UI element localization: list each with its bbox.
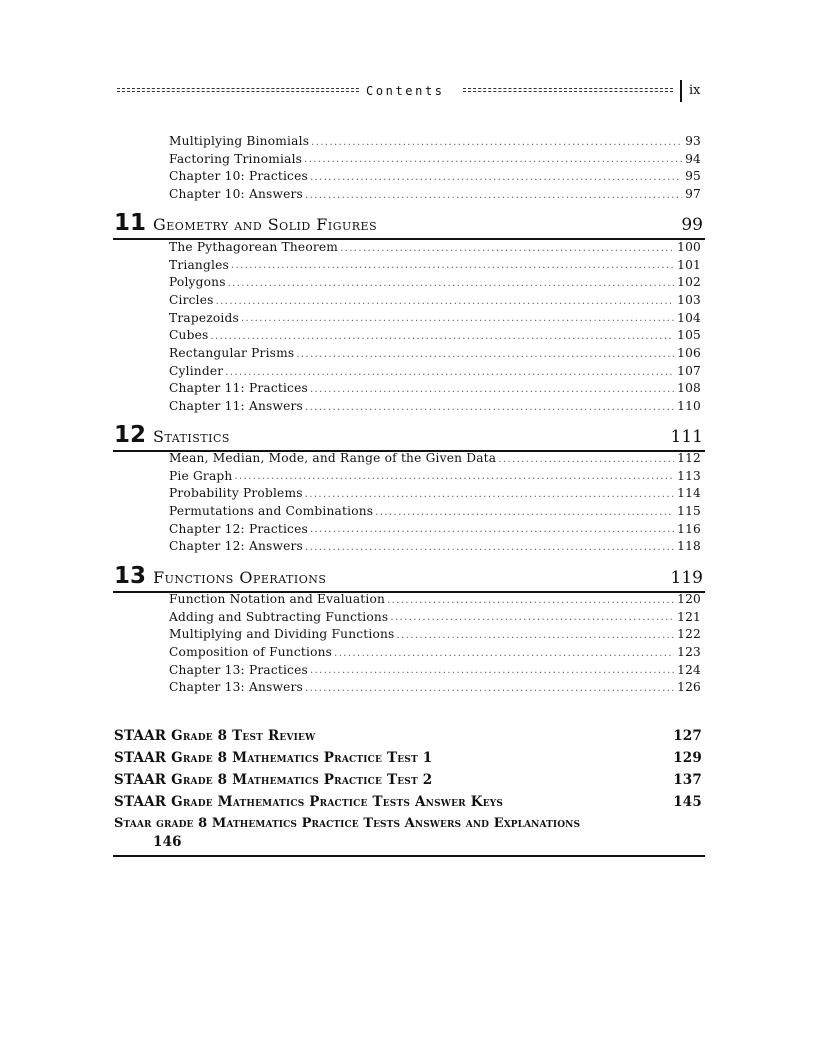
header-page-number: ix [689,83,701,98]
toc-entry[interactable] [169,609,701,627]
toc-entry-label: Cylinder [169,363,224,378]
toc-entry-page: 97 [685,187,701,202]
toc-entry-label: Chapter 12: Practices [169,521,308,536]
header-rule-right [463,88,673,92]
chapter-11-entries [169,239,701,416]
chapter-heading-11[interactable] [113,208,705,240]
back-matter-entry[interactable] [113,747,705,769]
back-matter-page: 127 [673,728,702,744]
toc-entry-label: Chapter 10: Answers [169,187,303,202]
chapter-10-entries [169,133,701,204]
toc-entry-label: Pie Graph [169,468,233,483]
header-divider-bar [680,80,682,102]
back-matter-page: 145 [673,794,702,810]
toc-entry-page: 116 [677,521,701,536]
toc-entry[interactable] [169,168,701,186]
back-matter-page: 137 [673,772,702,788]
toc-entry-label: Mean, Median, Mode, and Range of the Given Data [169,450,497,465]
toc-entry[interactable] [169,468,701,486]
toc-entry-page: 108 [677,381,701,396]
dot-leader [310,522,674,538]
toc-entry[interactable] [169,345,701,363]
chapter-title: Functions Operations [153,568,327,587]
dot-leader [397,628,675,644]
toc-entry[interactable] [169,292,701,310]
toc-entry-label: Probability Problems [169,486,303,501]
toc-entry-page: 95 [685,169,701,184]
toc-entry-page: 120 [677,591,701,606]
toc-entry-label: Triangles [169,257,229,272]
dot-leader [311,135,682,151]
toc-entry-page: 94 [685,151,701,166]
back-matter-entry[interactable] [113,813,705,853]
back-matter-title: STAAR Grade 8 Mathematics Practice Test 1 [114,750,433,766]
dot-leader [305,681,674,697]
back-matter-entry[interactable] [113,725,705,747]
toc-entry[interactable] [169,398,701,416]
dot-leader [387,593,674,609]
toc-entry-page: 110 [677,399,701,414]
dot-leader [305,487,674,503]
toc-entry[interactable] [169,591,701,609]
toc-entry[interactable] [169,310,701,328]
dot-leader [390,610,674,626]
toc-entry-page: 122 [677,627,701,642]
toc-entry-label: Rectangular Prisms [169,346,295,361]
toc-entry[interactable] [169,485,701,503]
toc-entry-label: Factoring Trinomials [169,151,303,166]
dot-leader [304,152,682,168]
toc-entry-page: 105 [677,328,701,343]
toc-entry-page: 104 [677,310,701,325]
toc-entry-page: 101 [677,257,701,272]
toc-entry-page: 102 [677,275,701,290]
dot-leader [340,241,674,257]
toc-entry-label: Polygons [169,275,226,290]
toc-entry[interactable] [169,151,701,169]
toc-entry-page: 123 [677,645,701,660]
toc-entry-label: The Pythagorean Theorem [169,239,339,254]
dot-leader [225,365,674,381]
toc-entry-page: 114 [677,486,701,501]
back-matter-title: Staar grade 8 Mathematics Practice Tests Answers and Explanations [114,816,581,831]
back-matter-page: 129 [673,750,702,766]
toc-entry[interactable] [169,538,701,556]
toc-entry-page: 118 [677,539,701,554]
back-matter-page: 146 [153,834,182,850]
toc-entry[interactable] [169,679,701,697]
back-matter-entry[interactable] [113,769,705,791]
toc-entry-label: Adding and Subtracting Functions [169,609,389,624]
chapter-heading-13[interactable] [113,561,705,593]
dot-leader [210,329,674,345]
toc-entry-page: 106 [677,346,701,361]
toc-entry-page: 121 [677,609,701,624]
toc-entry-label: Trapezoids [169,310,239,325]
toc-entry-page: 100 [677,239,701,254]
toc-entry-label: Chapter 13: Answers [169,680,303,695]
toc-entry-label: Chapter 12: Answers [169,539,303,554]
chapter-number: 12 [114,422,147,448]
toc-entry[interactable] [169,644,701,662]
back-matter-title: STAAR Grade 8 Mathematics Practice Test 2 [114,772,433,788]
toc-entry-page: 124 [677,662,701,677]
running-header [113,80,705,104]
toc-entry-page: 126 [677,680,701,695]
toc-entry[interactable] [169,521,701,539]
dot-leader [305,188,682,204]
toc-entry[interactable] [169,274,701,292]
toc-entry[interactable] [169,363,701,381]
toc-entry[interactable] [169,450,701,468]
back-matter-entry[interactable] [113,791,705,813]
dot-leader [305,540,674,556]
dot-leader [375,505,674,521]
dot-leader [234,469,674,485]
dot-leader [310,663,674,679]
toc-entry-page: 115 [677,504,701,519]
toc-entry-page: 107 [677,363,701,378]
chapter-13-entries [169,591,701,697]
toc-entry-label: Multiplying and Dividing Functions [169,627,395,642]
toc-entry-label: Multiplying Binomials [169,133,310,148]
dot-leader [310,170,682,186]
chapter-number: 13 [114,563,147,589]
toc-entry[interactable] [169,133,701,151]
chapter-page: 111 [670,427,703,447]
dot-leader [498,452,674,468]
toc-entry-label: Function Notation and Evaluation [169,591,386,606]
dot-leader [310,382,674,398]
toc-entry-page: 103 [677,293,701,308]
back-matter-title: STAAR Grade 8 Test Review [114,728,316,744]
dot-leader [305,400,674,416]
toc-entry-page: 112 [677,450,701,465]
toc-entry[interactable] [169,662,701,680]
dot-leader [296,347,674,363]
toc-entry-page: 113 [677,468,701,483]
toc-entry-label: Chapter 13: Practices [169,662,308,677]
toc-entry[interactable] [169,381,701,399]
dot-leader [334,646,674,662]
toc-entry-label: Chapter 11: Answers [169,399,303,414]
toc-entry-label: Composition of Functions [169,645,333,660]
toc-entry[interactable] [169,503,701,521]
dot-leader [231,258,674,274]
toc-entry-label: Chapter 10: Practices [169,169,308,184]
header-rule-left [117,88,359,92]
chapter-12-entries [169,450,701,556]
chapter-heading-12[interactable] [113,420,705,452]
back-matter-title: STAAR Grade Mathematics Practice Tests Answer Keys [114,794,504,810]
dot-leader [228,276,674,292]
toc-entry[interactable] [169,327,701,345]
chapter-title: Statistics [153,427,230,446]
back-matter-list [113,725,705,857]
toc-entry-label: Permutations and Combinations [169,504,374,519]
toc-entry[interactable] [169,257,701,275]
toc-entry[interactable] [169,626,701,644]
dot-leader [216,294,674,310]
toc-entry-label: Cubes [169,328,209,343]
toc-entry-label: Circles [169,293,214,308]
header-title: Contents [366,84,445,98]
dot-leader [241,311,674,327]
chapter-page: 119 [670,568,703,588]
toc-entry[interactable] [169,186,701,204]
chapter-title: Geometry and Solid Figures [153,215,378,234]
toc-entry[interactable] [169,239,701,257]
chapter-number: 11 [114,210,147,236]
chapter-page: 99 [681,215,703,235]
toc-entry-label: Chapter 11: Practices [169,381,308,396]
toc-entry-page: 93 [685,133,701,148]
